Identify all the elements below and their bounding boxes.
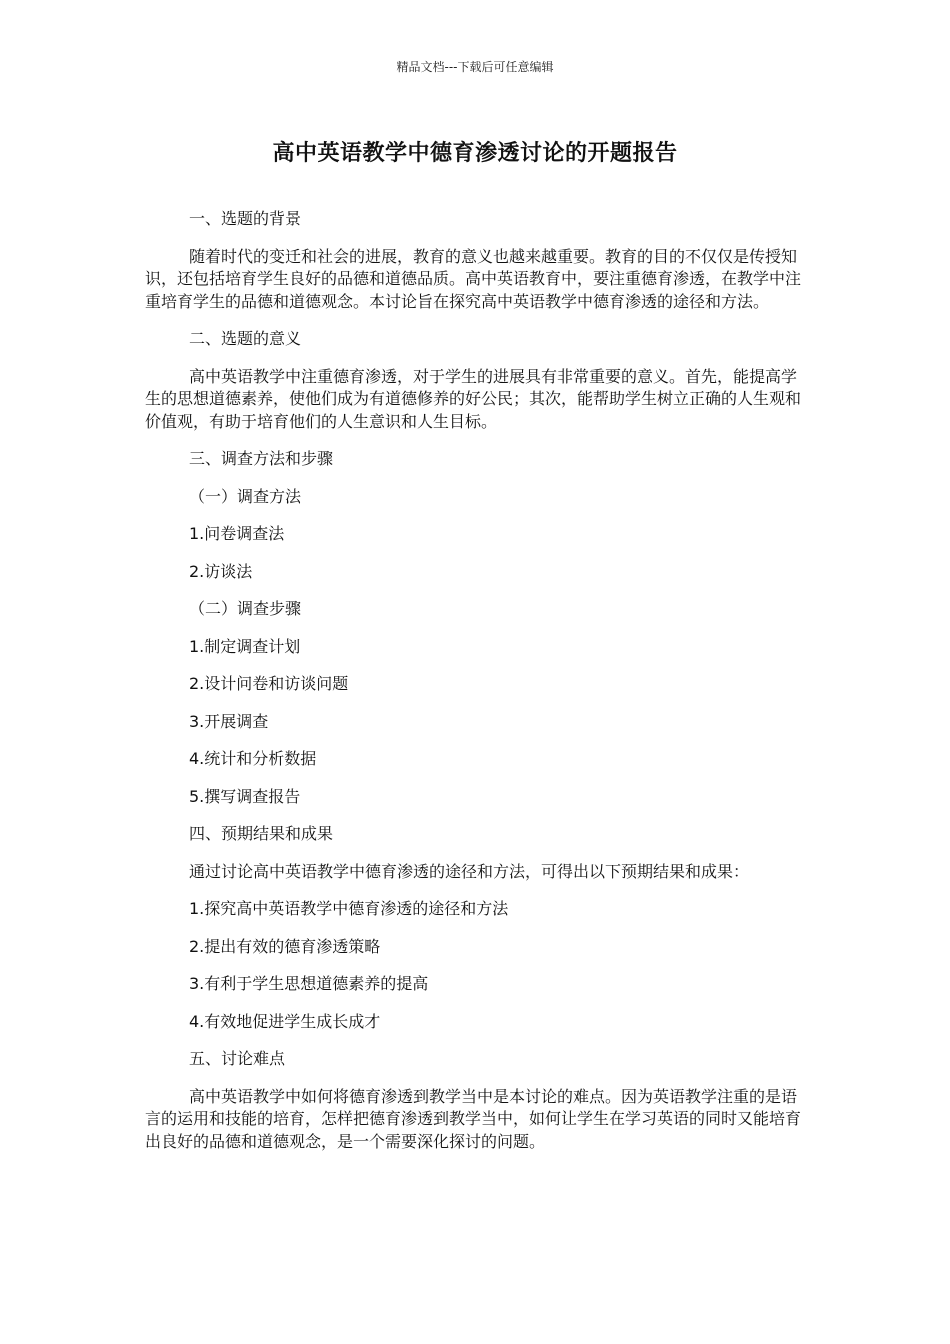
paragraph-results-intro: 通过讨论高中英语教学中德育渗透的途径和方法，可得出以下预期结果和成果： <box>189 861 750 881</box>
list-item: 2.访谈法 <box>189 561 253 581</box>
section-heading-significance: 二、选题的意义 <box>189 329 302 348</box>
section-heading-methods: 三、调查方法和步骤 <box>189 449 334 468</box>
list-item: 5.撰写调查报告 <box>189 786 301 806</box>
document-body <box>145 208 810 1153</box>
document-title: 高中英语教学中德育渗透讨论的开题报告 <box>272 141 678 166</box>
list-item: 2.设计问卷和访谈问题 <box>189 674 349 693</box>
section-heading-results: 四、预期结果和成果 <box>189 824 334 843</box>
paragraph-significance: 高中英语教学中注重德育渗透，对于学生的进展具有非常重要的意义。首先，能提高学生的思想道德素养，使他们成为有道德修养的好公民；其次，能帮助学生树立正确的人生观和价值观，有助于培育他们的人生意识和人生目标。 <box>145 366 802 431</box>
subheading-methods: （一）调查方法 <box>189 486 302 506</box>
paragraph-difficulties: 高中英语教学中如何将德育渗透到教学当中是本讨论的难点。因为英语教学注重的是语言的运用和技能的培育，怎样把德育渗透到教学当中，如何让学生在学习英语的同时又能培育出良好的品德和道德观念，是一个需要深化探讨的问题。 <box>145 1086 802 1151</box>
list-item: 2.提出有效的德育渗透策略 <box>189 936 381 956</box>
list-item: 4.统计和分析数据 <box>189 749 317 768</box>
subheading-steps: （二）调查步骤 <box>189 599 302 618</box>
list-item: 1.制定调查计划 <box>189 636 301 656</box>
paragraph-background: 随着时代的变迁和社会的进展，教育的意义也越来越重要。教育的目的不仅仅是传授知识，还包括培育学生良好的品德和道德品质。高中英语教育中，要注重德育渗透，在教学中注重培育学生的品德和道德观念。本讨论旨在探究高中英语教学中德育渗透的途径和方法。 <box>145 246 802 311</box>
list-item: 4.有效地促进学生成长成才 <box>189 1011 381 1031</box>
page-header: 精品文档---下载后可任意编辑 <box>396 60 554 74</box>
list-item: 1.探究高中英语教学中德育渗透的途径和方法 <box>189 899 509 918</box>
list-item: 3.开展调查 <box>189 711 269 731</box>
section-heading-background: 一、选题的背景 <box>189 209 302 228</box>
list-item: 3.有利于学生思想道德素养的提高 <box>189 974 429 993</box>
section-heading-difficulties: 五、讨论难点 <box>189 1049 286 1068</box>
list-item: 1.问卷调查法 <box>189 524 285 543</box>
